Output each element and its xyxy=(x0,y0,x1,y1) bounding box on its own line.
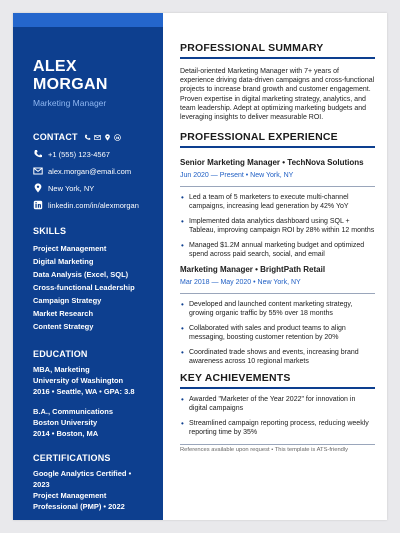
education-degree: B.A., Communications xyxy=(33,407,114,416)
job-title: Marketing Manager • BrightPath Retail xyxy=(180,265,326,275)
job-bullet: • Implemented data analytics dashboard using SQL + Tableau, improving campaign ROI by 28% within 12 months xyxy=(180,217,375,235)
section-divider xyxy=(180,146,375,148)
job-divider xyxy=(180,293,375,294)
summary-text: Detail-oriented Marketing Manager with 7+ years of experience driving data-driven campaigns and cross-functional projects to increase brand growth and customer engagement. Proven expertise in digital marketing strategy, analytics, and team leadership. Adept at optimizing marketing budgets and leveraging insights to deliver measurable ROI. xyxy=(180,68,375,122)
section-divider xyxy=(180,57,375,59)
skill-item: Data Analysis (Excel, SQL) xyxy=(33,270,129,279)
job-meta: Mar 2018 — May 2020 • New York, NY xyxy=(180,279,301,287)
experience-heading: PROFESSIONAL EXPERIENCE xyxy=(180,131,338,144)
job-bullets xyxy=(180,300,375,366)
certification-item: Google Analytics Certified • 2023 xyxy=(33,469,132,489)
contact-heading-label: CONTACT xyxy=(33,132,78,142)
linkedin-icon xyxy=(33,200,43,210)
achievements-list xyxy=(180,395,375,437)
section-divider xyxy=(180,387,375,389)
candidate-name: ALEX MORGAN xyxy=(33,58,108,93)
location-icon xyxy=(33,183,43,193)
education-details: 2016 • Seattle, WA • GPA: 3.8 xyxy=(33,387,135,396)
skill-item: Content Strategy xyxy=(33,322,94,331)
contact-icons xyxy=(84,134,121,141)
contact-phone xyxy=(33,149,143,159)
skill-item: Cross-functional Leadership xyxy=(33,283,135,292)
skill-item: Campaign Strategy xyxy=(33,296,102,305)
achievement-item: • Awarded "Marketer of the Year 2022" for innovation in digital campaigns xyxy=(180,395,375,413)
achievements-heading: KEY ACHIEVEMENTS xyxy=(180,372,291,385)
certification-item: Project Management Professional (PMP) • 2022 xyxy=(33,491,125,511)
footer-divider xyxy=(180,444,375,445)
job-divider xyxy=(180,186,375,187)
education-details: 2014 • Boston, MA xyxy=(33,429,99,438)
sidebar-accent-bar xyxy=(13,13,163,27)
mail-icon xyxy=(94,134,101,141)
candidate-title: Marketing Manager xyxy=(33,98,107,108)
contact-phone-value: +1 (555) 123-4567 xyxy=(48,149,110,159)
resume-page xyxy=(13,13,387,520)
mail-icon xyxy=(33,166,43,176)
job-bullet: • Managed $1.2M annual marketing budget and optimized spend across paid search, social, and email xyxy=(180,241,375,259)
education-school: Boston University xyxy=(33,418,98,427)
skills-list xyxy=(33,242,143,333)
contact-email xyxy=(33,166,143,176)
job-bullets xyxy=(180,193,375,259)
contact-location xyxy=(33,183,143,193)
contact-email-value: alex.morgan@email.com xyxy=(48,166,132,176)
summary-heading: PROFESSIONAL SUMMARY xyxy=(180,42,324,54)
skill-item: Digital Marketing xyxy=(33,257,94,266)
certifications-heading: CERTIFICATIONS xyxy=(33,453,111,463)
job-bullet: • Developed and launched content marketing strategy, growing organic traffic by 55% over 18 months xyxy=(180,300,375,318)
job-meta: Jun 2020 — Present • New York, NY xyxy=(180,172,294,180)
linkedin-icon xyxy=(114,134,121,141)
sidebar xyxy=(13,13,163,520)
education-degree: MBA, Marketing xyxy=(33,365,90,374)
education-school: University of Washington xyxy=(33,376,124,385)
achievement-item: • Streamlined campaign reporting process, reducing weekly reporting time by 35% xyxy=(180,419,375,437)
contact-heading xyxy=(33,132,143,142)
job-bullet: • Coordinated trade shows and events, increasing brand awareness across 10 regional markets xyxy=(180,348,375,366)
location-icon xyxy=(104,134,111,141)
contact-linkedin-value[interactable]: linkedin.com/in/alexmorgan xyxy=(48,200,139,210)
education-heading: EDUCATION xyxy=(33,349,88,359)
phone-icon xyxy=(84,134,91,141)
job-title: Senior Marketing Manager • TechNova Solutions xyxy=(180,158,364,168)
skills-heading: SKILLS xyxy=(33,226,67,236)
phone-icon xyxy=(33,149,43,159)
main-column xyxy=(180,42,375,453)
certifications-list xyxy=(33,468,143,512)
contact-linkedin xyxy=(33,200,143,210)
job-bullet: • Collaborated with sales and product teams to align messaging, boosting customer retention by 20% xyxy=(180,324,375,342)
skill-item: Market Research xyxy=(33,309,94,318)
footer-note: References available upon request • This template is ATS-friendly xyxy=(180,447,349,454)
skill-item: Project Management xyxy=(33,244,107,253)
job-bullet: • Led a team of 5 marketers to execute multi-channel campaigns, increasing lead generation by 42% YoY xyxy=(180,193,375,211)
contact-location-value: New York, NY xyxy=(48,183,95,193)
